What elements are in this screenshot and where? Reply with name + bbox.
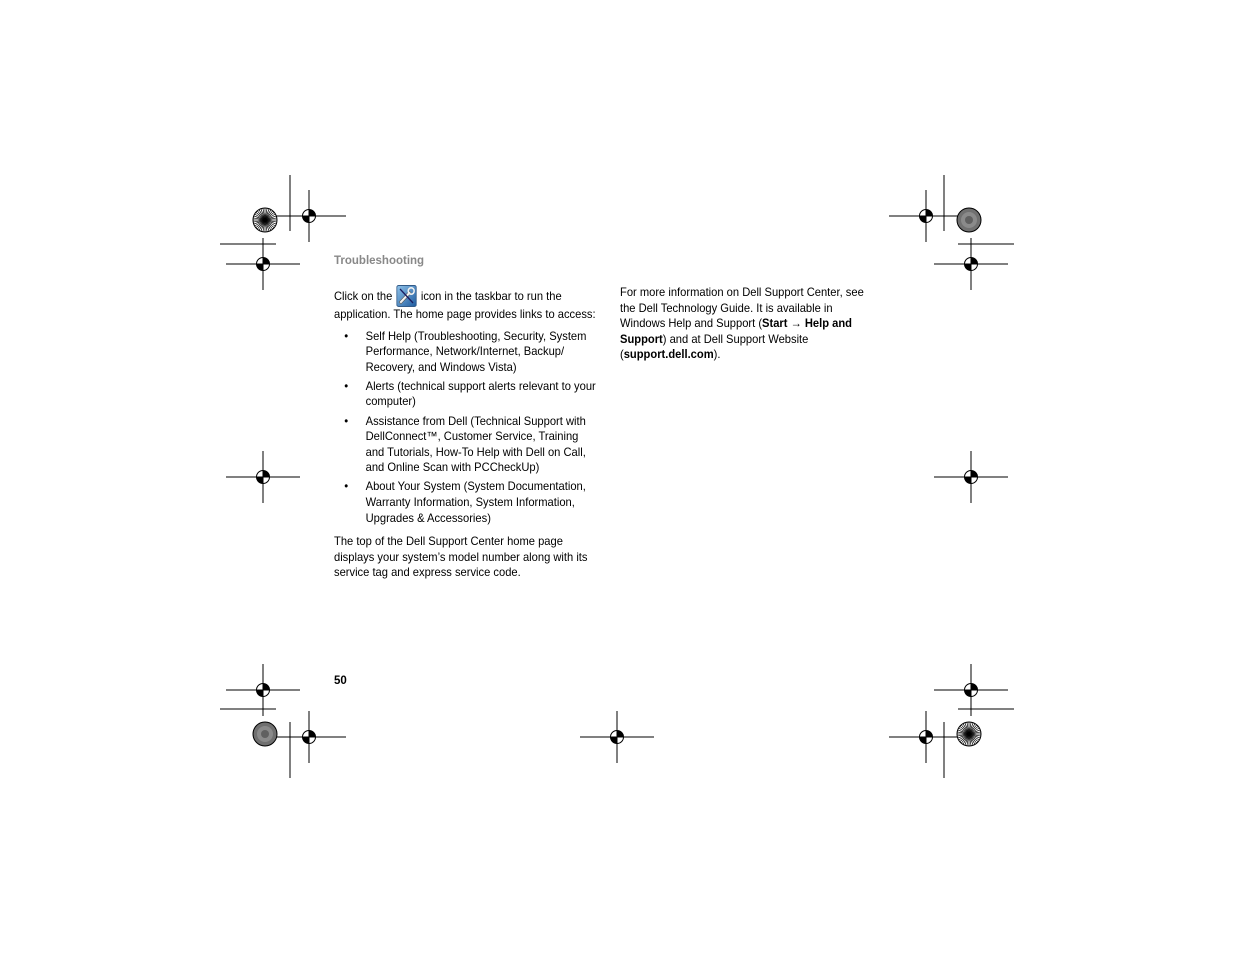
intro-text-after: icon in the taskbar to run the application. The home page provides links to access: [334, 289, 596, 321]
list-item: • Alerts (technical support alerts relevant to your computer) [344, 378, 596, 409]
list-item: • Self Help (Troubleshooting, Security, System Performance, Network/Internet, Backup/ Recovery, and Windows Vista) [344, 328, 587, 374]
registration-crosshair-icon [272, 190, 346, 242]
support-website-link[interactable]: support.dell.com [623, 347, 714, 362]
starburst-mark-icon [253, 208, 277, 232]
registration-crosshair-icon [934, 238, 1008, 290]
closing-paragraph: The top of the Dell Support Center home page displays your system’s model number along with its service tag and express service code. [334, 534, 588, 580]
grey-disc-mark-icon [253, 722, 277, 746]
registration-crosshair-icon [226, 664, 300, 716]
intro-text-before: Click on the [334, 289, 393, 303]
help-and-support-label: Help and Support [620, 316, 852, 346]
start-menu-label: Start [762, 316, 788, 331]
registration-crosshair-icon [889, 190, 963, 242]
grey-disc-mark-icon [957, 208, 981, 232]
feature-list [334, 329, 596, 527]
registration-crosshair-icon [934, 664, 1008, 716]
list-item: • Assistance from Dell (Technical Support with DellConnect™, Customer Service, Training and Tutorials, How-To Help with Dell on Call, and Online Scan with PCCheckUp) [344, 413, 586, 475]
list-item: • About Your System (System Documentation, Warranty Information, System Information, Upgrades & Accessories) [344, 479, 586, 525]
more-info-paragraph: For more information on Dell Support Center, see the Dell Technology Guide. It is available in Windows Help and Support (Start → Help and Support) and at Dell Support Website (support.dell.com). [620, 285, 864, 362]
starburst-mark-icon [957, 722, 981, 746]
right-column [620, 285, 872, 363]
registration-crosshair-icon [889, 711, 963, 763]
menu-arrow: → [787, 316, 805, 331]
registration-crosshair-icon [272, 711, 346, 763]
section-header: Troubleshooting [334, 255, 425, 267]
registration-crosshair-icon [226, 451, 300, 503]
registration-crosshair-icon [934, 451, 1008, 503]
registration-crosshair-icon [226, 238, 300, 290]
dell-support-center-icon [396, 285, 416, 307]
intro-paragraph [334, 285, 596, 323]
registration-crosshair-icon [580, 711, 654, 763]
left-column [334, 285, 596, 581]
page-number: 50 [334, 675, 347, 687]
